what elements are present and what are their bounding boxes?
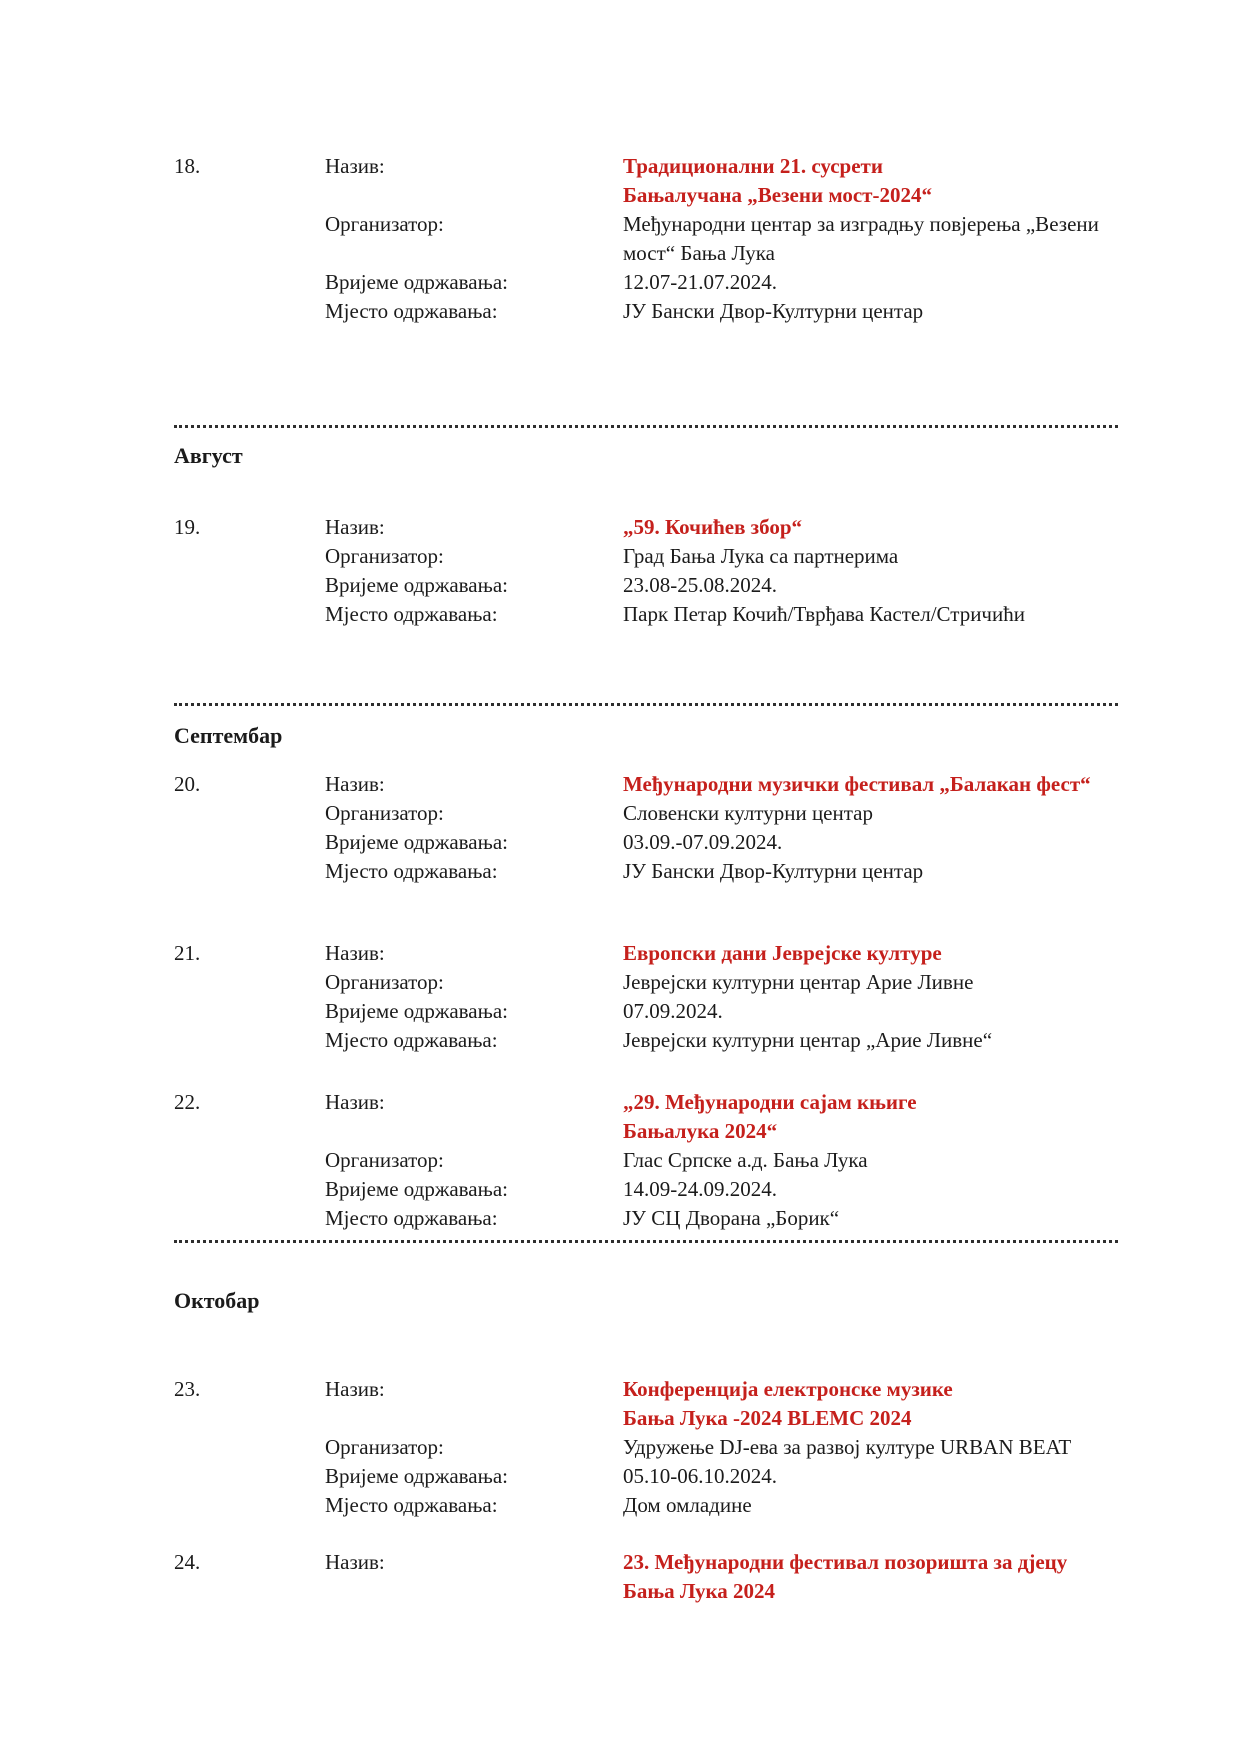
event-title-line: Бања Лука -2024 BLEMC 2024 [623, 1406, 912, 1430]
field-time [325, 268, 1118, 297]
field-organizer [325, 210, 1118, 268]
field-label-organizer: Организатор: [325, 1435, 444, 1459]
event-title-line: „59. Кочићев збор“ [623, 515, 803, 539]
field-time [325, 1462, 1118, 1491]
field-name [325, 152, 1118, 210]
field-organizer [325, 968, 1118, 997]
entry-number: 24. [174, 1550, 201, 1574]
field-organizer [325, 542, 1118, 571]
field-name [325, 1088, 1118, 1146]
event-title-line: 23. Међународни фестивал позоришта за дјецу [623, 1550, 1068, 1574]
time-value: 03.09.-07.09.2024. [623, 830, 783, 854]
event-title-line: Међународни музички фестивал „Балакан фест“ [623, 772, 1091, 796]
field-label-place: Мјесто одржавања: [325, 1028, 498, 1052]
field-time [325, 828, 1118, 857]
place-value: ЈУ Бански Двор-Културни центар [623, 299, 924, 323]
dotted-separator [174, 1240, 1118, 1243]
field-label-place: Мјесто одржавања: [325, 859, 498, 883]
event-entry-20 [174, 770, 1118, 886]
time-value: 14.09-24.09.2024. [623, 1177, 777, 1201]
field-label-organizer: Организатор: [325, 801, 444, 825]
place-value: Парк Петар Кочић/Тврђава Кастел/Стричићи [623, 602, 1025, 626]
time-value: 23.08-25.08.2024. [623, 573, 777, 597]
place-value: Дом омладине [623, 1493, 752, 1517]
dotted-separator [174, 703, 1118, 706]
field-label-time: Вријеме одржавања: [325, 999, 508, 1023]
field-label-organizer: Организатор: [325, 1148, 444, 1172]
place-value: Јеврејски културни центар „Арие Ливне“ [623, 1028, 993, 1052]
section-heading-september: Септембар [174, 723, 283, 748]
organizer-line: Јеврејски културни центар Арие Ливне [623, 970, 974, 994]
organizer-line: Град Бања Лука са партнерима [623, 544, 899, 568]
time-value: 12.07-21.07.2024. [623, 270, 777, 294]
field-label-name: Назив: [325, 1090, 385, 1114]
field-label-time: Вријеме одржавања: [325, 270, 508, 294]
field-label-place: Мјесто одржавања: [325, 602, 498, 626]
event-title-line: Традиционални 21. сусрети [623, 154, 883, 178]
field-label-name: Назив: [325, 1377, 385, 1401]
field-label-place: Мјесто одржавања: [325, 299, 498, 323]
event-entry-22 [174, 1088, 1118, 1233]
field-time [325, 997, 1118, 1026]
field-place [325, 1491, 1118, 1520]
time-value: 05.10-06.10.2024. [623, 1464, 777, 1488]
field-label-name: Назив: [325, 154, 385, 178]
event-entry-21 [174, 939, 1118, 1055]
field-label-organizer: Организатор: [325, 970, 444, 994]
entry-number: 21. [174, 941, 201, 965]
event-entry-18 [174, 152, 1118, 326]
entry-number: 20. [174, 772, 201, 796]
section-heading-august: Август [174, 443, 243, 468]
event-title-line: Бањалучана „Везени мост-2024“ [623, 183, 932, 207]
event-title-line: Бањалука 2024“ [623, 1119, 778, 1143]
field-name [325, 939, 1118, 968]
field-name [325, 1548, 1118, 1606]
event-entry-24 [174, 1548, 1118, 1606]
field-place [325, 1026, 1118, 1055]
field-name [325, 770, 1118, 799]
field-label-name: Назив: [325, 515, 385, 539]
field-label-time: Вријеме одржавања: [325, 830, 508, 854]
field-organizer [325, 799, 1118, 828]
event-title-line: Конференција електронске музике [623, 1377, 953, 1401]
field-place [325, 600, 1118, 629]
field-label-place: Мјесто одржавања: [325, 1206, 498, 1230]
field-label-organizer: Организатор: [325, 212, 444, 236]
field-label-place: Мјесто одржавања: [325, 1493, 498, 1517]
organizer-line: Словенски културни центар [623, 801, 873, 825]
field-place [325, 857, 1118, 886]
organizer-line: мост“ Бања Лука [623, 241, 775, 265]
field-label-time: Вријеме одржавања: [325, 1177, 508, 1201]
field-label-name: Назив: [325, 772, 385, 796]
field-label-name: Назив: [325, 941, 385, 965]
field-organizer [325, 1433, 1118, 1462]
event-entry-19 [174, 513, 1118, 629]
place-value: ЈУ Бански Двор-Културни центар [623, 859, 924, 883]
field-place [325, 1204, 1118, 1233]
field-place [325, 297, 1118, 326]
field-label-name: Назив: [325, 1550, 385, 1574]
section-heading-october: Октобар [174, 1288, 260, 1313]
dotted-separator [174, 425, 1118, 428]
entry-number: 22. [174, 1090, 201, 1114]
event-title-line: Бања Лука 2024 [623, 1579, 776, 1603]
field-label-time: Вријеме одржавања: [325, 573, 508, 597]
organizer-line: Глас Српске а.д. Бања Лука [623, 1148, 868, 1172]
field-name [325, 1375, 1118, 1433]
event-title-line: „29. Међународни сајам књиге [623, 1090, 917, 1114]
field-name [325, 513, 1118, 542]
time-value: 07.09.2024. [623, 999, 723, 1023]
entry-number: 18. [174, 154, 201, 178]
entry-number: 23. [174, 1377, 201, 1401]
field-label-organizer: Организатор: [325, 544, 444, 568]
field-time [325, 571, 1118, 600]
event-title-line: Европски дани Јеврејске културе [623, 941, 942, 965]
field-organizer [325, 1146, 1118, 1175]
field-label-time: Вријеме одржавања: [325, 1464, 508, 1488]
event-entry-23 [174, 1375, 1118, 1520]
entry-number: 19. [174, 515, 201, 539]
field-time [325, 1175, 1118, 1204]
organizer-line: Удружење DJ-ева за развој културе URBAN BEAT [623, 1435, 1072, 1459]
organizer-line: Међународни центар за изградњу повјерења „Везени [623, 212, 1099, 236]
place-value: ЈУ СЦ Дворана „Борик“ [623, 1206, 840, 1230]
